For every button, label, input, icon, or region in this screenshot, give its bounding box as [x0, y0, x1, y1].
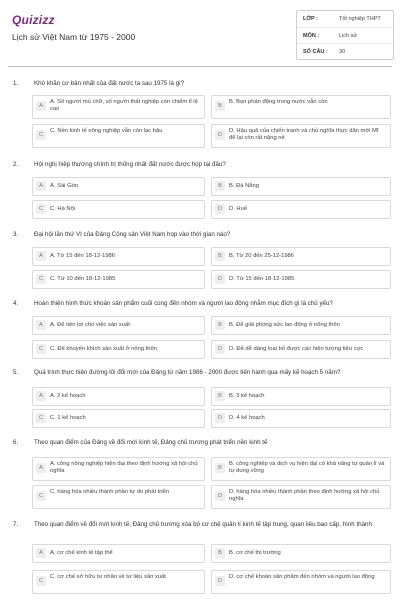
option-letter: B	[215, 101, 225, 111]
info-value: Lịch sử	[339, 33, 358, 39]
option-letter: A	[36, 251, 46, 261]
option-text: D. hàng hóa nhiều thành phần theo định hướng xã hội chủ nghĩa	[229, 489, 380, 503]
option-d[interactable]	[211, 340, 391, 359]
info-box	[296, 10, 394, 60]
option-d[interactable]	[211, 200, 391, 219]
info-label: SỐ CÂU :	[303, 49, 328, 55]
option-letter: D	[215, 413, 225, 423]
option-text: A. Để tiện lợi cho việc sản xuất	[50, 322, 130, 328]
option-letter: C	[36, 130, 46, 140]
option-letter: B	[215, 251, 225, 261]
info-value: Tốt nghiệp THPT	[339, 16, 381, 22]
option-letter: C	[36, 204, 46, 214]
option-text: C. 1 kế hoạch	[50, 415, 86, 421]
option-text: A. Số người mù chữ, số người thất nghiệp còn chiếm tỉ lệ cao	[50, 99, 198, 113]
option-text: C. cơ chế sở hữu tư nhân về tư liệu sản xuất	[50, 574, 166, 580]
option-a[interactable]	[32, 544, 205, 563]
info-label: LỚP :	[303, 16, 318, 22]
option-b[interactable]	[211, 457, 391, 481]
question-text: Theo quan điểm về đổi mới kinh tế, Đảng chủ trương xóa bỏ cơ chế quản lí kinh tế tập trung, quan liêu bao cấp, hình thành	[34, 521, 372, 528]
option-text: A. 2 kế hoạch	[50, 393, 86, 399]
option-text: B. Bọn phản động trong nước vẫn còn	[229, 99, 328, 105]
question-text: Quá trình thực hiện đường lối đổi mới của Đảng từ năm 1986 - 2000 được tiến hành qua mấy kế hoạch 5 năm?	[34, 369, 341, 376]
option-letter: C	[36, 491, 46, 501]
option-b[interactable]	[211, 95, 391, 119]
option-text: D. Từ 15 đến 18-12-1985	[229, 276, 295, 282]
info-value: 30	[339, 49, 346, 55]
option-text: B. công nghiệp và dịch vụ hiện đại có khả năng tự quản lí và tự dung vững	[229, 461, 385, 475]
option-d[interactable]	[211, 485, 391, 509]
question-text: Khó khăn cơ bản nhất của đất nước ta sau 1975 là gì?	[34, 80, 185, 87]
option-text: B. Để giải phóng sức lao động ở nông thôn	[229, 322, 340, 328]
option-text: C. Hà Nội	[50, 206, 76, 212]
option-text: D. Để dễ dàng loại bỏ được các hiện tượng tiêu cực	[229, 346, 364, 352]
option-text: C. Nền kinh tế nông nghiệp vẫn còn lạc hậu	[50, 128, 163, 134]
option-letter: B	[215, 463, 225, 473]
question-number: 7.	[13, 521, 19, 528]
option-a[interactable]	[32, 387, 205, 406]
option-text: C. Từ 10 đến 18-12-1985	[50, 276, 116, 282]
option-d[interactable]	[211, 409, 391, 428]
option-a[interactable]	[32, 177, 205, 196]
option-text: D. cơ chế khoán sản phẩm đến nhóm và người lao động	[229, 574, 375, 580]
option-letter: C	[36, 413, 46, 423]
header-divider	[8, 66, 392, 67]
option-c[interactable]	[32, 340, 205, 359]
option-a[interactable]	[32, 247, 205, 266]
question-text: Hoàn thiện hình thức khoán sản phẩm cuối cùng đến nhóm và người lao động nhằm mục đích gì là chủ yếu?	[34, 300, 333, 307]
question-number: 6.	[13, 439, 19, 446]
info-row-count	[297, 43, 393, 60]
option-letter: A	[36, 320, 46, 330]
option-letter: A	[36, 101, 46, 111]
quizizz-logo[interactable]: Quizizz	[12, 13, 55, 27]
option-b[interactable]	[211, 247, 391, 266]
question-number: 3.	[13, 231, 19, 238]
option-letter: B	[215, 548, 225, 558]
option-letter: C	[36, 576, 46, 586]
option-c[interactable]	[32, 124, 205, 148]
option-c[interactable]	[32, 270, 205, 289]
question-number: 5.	[13, 369, 19, 376]
option-text: D. Hậu quả của chiến tranh và chủ nghĩa thực dân mới Mĩ để lại còn rất nặng nề	[229, 128, 379, 142]
option-letter: D	[215, 576, 225, 586]
option-letter: A	[36, 463, 46, 473]
worksheet-header	[0, 0, 400, 66]
option-c[interactable]	[32, 485, 205, 509]
option-c[interactable]	[32, 570, 205, 594]
option-text: B. cơ chế thị trường	[229, 550, 281, 556]
question-text: Đại hội lần thứ VI của Đảng Cộng sản Việt Nam họp vào thời gian nào?	[34, 231, 231, 238]
option-a[interactable]	[32, 316, 205, 335]
option-b[interactable]	[211, 316, 391, 335]
option-b[interactable]	[211, 387, 391, 406]
option-text: A. Sài Gòn	[50, 183, 79, 189]
info-row-class	[297, 11, 393, 27]
option-letter: C	[36, 344, 46, 354]
option-text: A. công nông nghiệp hiện đại theo định hướng xã hội chủ nghĩa	[50, 461, 198, 475]
option-letter: B	[215, 181, 225, 191]
option-letter: D	[215, 204, 225, 214]
option-letter: A	[36, 181, 46, 191]
option-text: A. cơ chế kinh tế tập thể	[50, 550, 113, 556]
option-text: B. Đà Nẵng	[229, 183, 259, 189]
question-text: Hội nghị hiệp thương chính trị thống nhất đất nước được họp tại đâu?	[34, 161, 226, 168]
option-letter: A	[36, 391, 46, 401]
info-label: MÔN :	[303, 33, 320, 39]
option-d[interactable]	[211, 570, 391, 594]
worksheet-title: Lịch sử Việt Nam từ 1975 - 2000	[12, 32, 136, 42]
option-text: B. 3 kế hoạch	[229, 393, 265, 399]
option-letter: D	[215, 491, 225, 501]
option-text: C. Để khuyến khích sản xuất ở nông thôn	[50, 346, 157, 352]
option-a[interactable]	[32, 457, 205, 481]
option-letter: D	[215, 130, 225, 140]
option-b[interactable]	[211, 544, 391, 563]
question-number: 2.	[13, 161, 19, 168]
question-number: 4.	[13, 300, 19, 307]
option-text: C. hàng hóa nhiều thành phần tự do phát triển	[50, 489, 169, 495]
question-number: 1.	[13, 80, 19, 87]
info-row-subject	[297, 27, 393, 44]
option-c[interactable]	[32, 200, 205, 219]
option-a[interactable]	[32, 95, 205, 119]
option-letter: A	[36, 548, 46, 558]
option-text: D. 4 kế hoạch	[229, 415, 265, 421]
option-text: D. Huế	[229, 206, 248, 212]
option-b[interactable]	[211, 177, 391, 196]
option-text: A. Từ 15 đến 18-12-1986	[50, 253, 116, 259]
option-c[interactable]	[32, 409, 205, 428]
option-letter: C	[36, 274, 46, 284]
question-text: Theo quan điểm của Đảng về đổi mới kinh tế, Đảng chủ trương phát triển nền kinh tế	[34, 439, 268, 446]
option-d[interactable]	[211, 124, 391, 148]
option-letter: B	[215, 391, 225, 401]
option-letter: D	[215, 274, 225, 284]
option-letter: D	[215, 344, 225, 354]
option-d[interactable]	[211, 270, 391, 289]
option-letter: B	[215, 320, 225, 330]
option-text: B. Từ 20 đến 25-12-1986	[229, 253, 295, 259]
